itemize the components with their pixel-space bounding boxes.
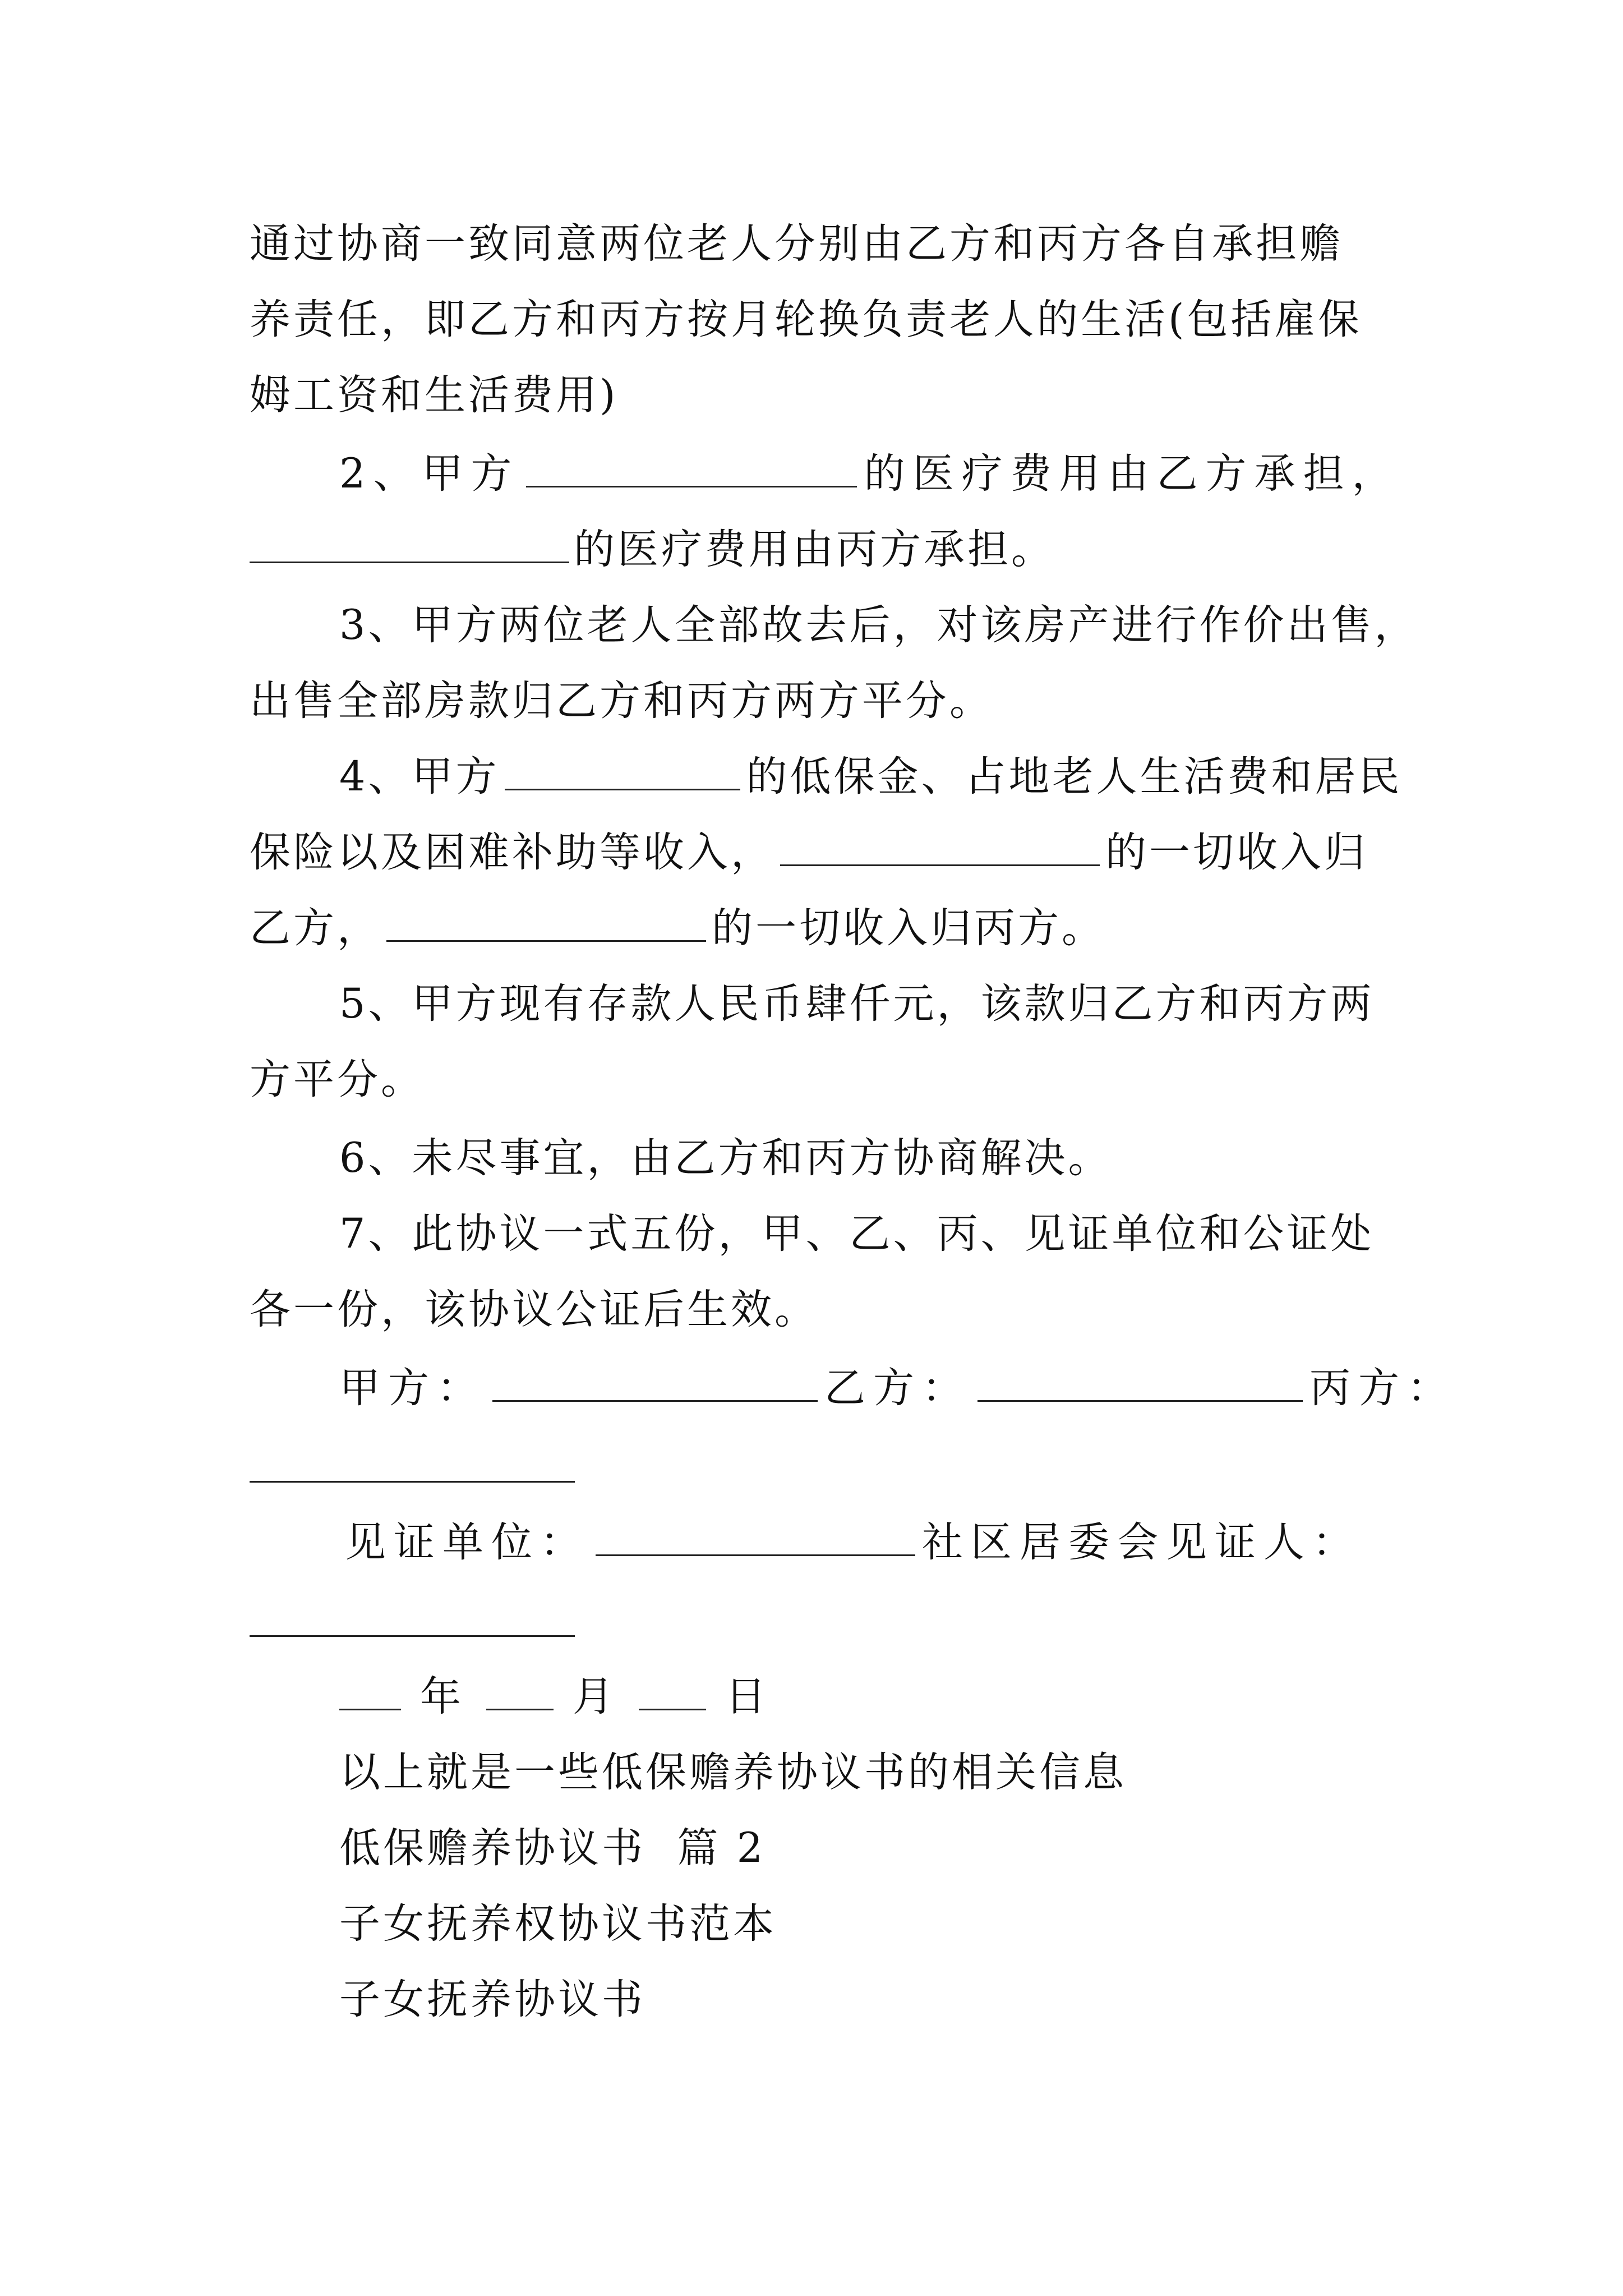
party-a-label: 甲方： — [339, 1364, 486, 1412]
year-label: 年 — [420, 1673, 464, 1720]
day-label: 日 — [725, 1673, 769, 1720]
year-blank — [339, 1674, 401, 1710]
item7-line2: 各一份，该协议公证后生效。 — [250, 1286, 818, 1333]
witness-person-blank — [250, 1635, 575, 1637]
para1-line2: 养责任，即乙方和丙方按月轮换负责老人的生活(包括雇保 — [250, 296, 1362, 343]
sub-title-1: 子女抚养权协议书范本 — [339, 1900, 777, 1948]
closing-text: 以上就是一些低保赡养协议书的相关信息 — [339, 1749, 1127, 1796]
party-c-blank — [250, 1481, 575, 1483]
item4-line3a: 乙方， — [250, 904, 381, 952]
item2-blank-1 — [526, 451, 857, 487]
para1-line3: 姆工资和生活费用) — [250, 371, 619, 419]
witness-person-label: 社区居委会见证人： — [922, 1519, 1361, 1566]
item4-mid: 的低保金、占地老人生活费和居民 — [746, 753, 1403, 800]
sub-title-2: 子女抚养协议书 — [339, 1976, 645, 2023]
party-c-label: 丙方： — [1310, 1364, 1456, 1412]
item3-line1: 3、甲方两位老人全部故去后，对该房产进行作价出售， — [339, 601, 1418, 649]
item2-mid: 的医疗费用由乙方承担， — [864, 450, 1401, 498]
item2-prefix: 2、甲方 — [339, 450, 520, 498]
item4-line3 — [250, 900, 1105, 956]
para1-line1: 通过协商一致同意两位老人分别由乙方和丙方各自承担赡 — [250, 220, 1343, 268]
witness-unit-label: 见证单位： — [345, 1519, 589, 1566]
item4-blank-2 — [780, 830, 1100, 866]
item2-line1 — [339, 446, 1400, 502]
item6-line: 6、未尽事宜，由乙方和丙方协商解决。 — [339, 1134, 1112, 1182]
item4-line2a: 保险以及困难补助等收入， — [250, 829, 774, 876]
item4-line1 — [339, 749, 1402, 805]
date-line — [339, 1669, 769, 1725]
party-b-label: 乙方： — [824, 1364, 971, 1412]
month-blank — [486, 1674, 554, 1710]
party-b-blank — [978, 1365, 1303, 1402]
item3-line2: 出售全部房款归乙方和丙方两方平分。 — [250, 677, 993, 725]
item4-line3b: 的一切收入归丙方。 — [712, 904, 1105, 952]
witness-line — [345, 1515, 1361, 1571]
item2-blank-2 — [250, 527, 569, 563]
signature-line — [339, 1360, 1456, 1416]
item4-blank-3 — [386, 905, 706, 942]
party-a-blank — [492, 1365, 818, 1402]
item4-line2b: 的一切收入归 — [1105, 829, 1368, 876]
month-label: 月 — [573, 1673, 616, 1720]
item5-line2: 方平分。 — [250, 1056, 425, 1103]
item4-prefix: 4、甲方 — [339, 753, 500, 800]
witness-unit-blank — [596, 1520, 915, 1556]
item2-line2 — [250, 522, 1055, 578]
day-blank — [639, 1674, 706, 1710]
item7-line1: 7、此协议一式五份，甲、乙、丙、见证单位和公证处 — [339, 1210, 1375, 1258]
item4-blank-1 — [505, 754, 740, 790]
section-heading: 低保赡养协议书 篇 2 — [339, 1824, 766, 1872]
item2-tail: 的医疗费用由丙方承担。 — [574, 526, 1055, 573]
item4-line2 — [250, 825, 1368, 881]
item5-line1: 5、甲方现有存款人民币肆仟元，该款归乙方和丙方两 — [339, 980, 1375, 1028]
